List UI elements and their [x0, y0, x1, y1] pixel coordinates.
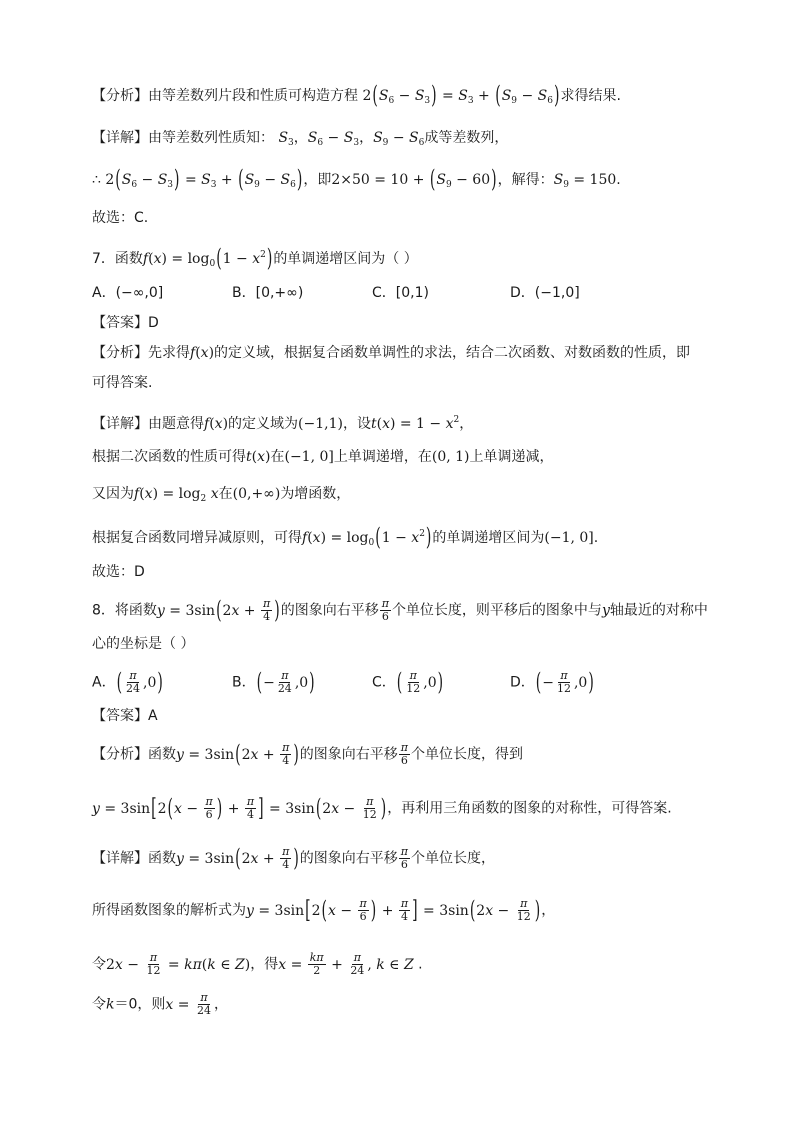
- q7-line3-a: 又因为: [92, 486, 134, 502]
- q7-analysis-b: 的定义域，根据复合函数单调性的求法，结合二次函数、对数函数的性质，即: [214, 345, 691, 361]
- q8-analysis-line2-text: ，再利用三角函数的图象的对称性，可得答案.: [387, 800, 672, 817]
- q7-detail-b: 的定义域为: [228, 416, 299, 432]
- q7-tx: $t(x) = 1 - x^2$: [370, 415, 460, 432]
- q6-step-eq: ∴ $2(S_6 - S_3) = S_3 + (S_9 - S_6)$: [92, 166, 303, 194]
- q8-stem-end: 轴最近的对称中: [609, 602, 708, 619]
- q7-answer: D: [148, 315, 159, 331]
- analysis-tag: 【分析】: [92, 88, 148, 104]
- q7-line4-b: 的单调递增区间为: [432, 530, 545, 546]
- q7-line2-a: 根据二次函数的性质可得: [92, 449, 246, 465]
- q7-detail-d: ，: [459, 416, 474, 432]
- q7-detail-a: 由题意得: [148, 416, 204, 432]
- q8-shifted-function-2: y = 3sin[2(x − $\frac{\pi}{6}$ ) + $\frac{\pi}{4}$ ] = 3sin(2x − $\frac{\pi}{12}$ ): [246, 896, 541, 925]
- q8-detail-line3-b: ，得: [250, 956, 279, 973]
- q8-detail-b: 的图象向右平移: [299, 850, 398, 867]
- q6-step-line: ∴ $2(S_6 - S_3) = S_3 + (S_9 - S_6)$，即$2\times 50 = 10 + (S_9 - 60)$，解得：$S_9 = 150$.: [92, 166, 621, 194]
- q7-line2-c: 上单调递增，在: [333, 449, 432, 465]
- q7-line3-c: 为增函数，: [280, 486, 351, 502]
- q8-final-x: x = $\frac{\pi}{24}$: [165, 991, 211, 1017]
- q7-tx-short: t(x): [246, 449, 271, 465]
- q6-step-mid: ，即: [303, 172, 332, 188]
- q8-shifted-function: y = 3sin[2(x − $\frac{\pi}{6}$ ) + $\frac{\pi}{4}$ ] = 3sin(2x − $\frac{\pi}{12}$ ): [92, 794, 387, 823]
- q7-line2: [92, 447, 554, 467]
- q8-analysis-b: 的图象向右平移: [299, 746, 398, 763]
- analysis-tag: 【分析】: [92, 746, 148, 763]
- q7-analysis-a: 先求得: [148, 345, 190, 361]
- q7-option-c: C．[0,1): [372, 285, 429, 301]
- q6-result: $S_9 = 150$: [553, 172, 617, 190]
- q8-detail-line3: 令2x − $\frac{\pi}{12}$ = kπ(k ∈ Z)，得x = $\frac{k\pi}{2}$ + $\frac{\pi}{24}$ , k ∈ Z .: [92, 951, 423, 977]
- q8-detail-line2-text: 所得函数图象的解析式为: [92, 902, 246, 919]
- q7-line4-a: 根据复合函数同增异减原则，可得: [92, 530, 302, 546]
- q7-line2-d: 上单调递减，: [469, 449, 554, 465]
- q8-stem: 8．将函数y = 3sin(2x + $\frac{\pi}{4}$ )的图象向右平移 $\frac{\pi}{6}$ 个单位长度，则平移后的图象中与y轴最近的对称中: [92, 596, 708, 625]
- q8-detail-c: 个单位长度，: [411, 850, 496, 867]
- q7-fx: f(x): [190, 345, 215, 361]
- q6-analysis-end: 求得结果.: [560, 88, 621, 104]
- q8-analysis-line: 【分析】函数y = 3sin(2x + $\frac{\pi}{4}$ )的图象向右平移 $\frac{\pi}{6}$ 个单位长度，得到: [92, 740, 524, 769]
- detail-tag: 【详解】: [92, 130, 148, 146]
- q7-analysis-c: 可得答案.: [92, 375, 153, 391]
- q8-detail-line2: 所得函数图象的解析式为y = 3sin[2(x − $\frac{\pi}{6}$ ) + $\frac{\pi}{4}$ ] = 3sin(2x − $\frac{\pi}{12}$ )，: [92, 896, 556, 925]
- q8-option-b: B．(− $\frac{\pi}{24}$ ,0): [232, 668, 315, 697]
- q8-detail-line: 【详解】函数y = 3sin(2x + $\frac{\pi}{4}$ )的图象向右平移 $\frac{\pi}{6}$ 个单位长度，: [92, 844, 496, 873]
- answer-tag: 【答案】: [92, 315, 148, 331]
- q6-equation: $2(S_6 - S_3) = S_3 + (S_9 - S_6)$: [362, 82, 560, 110]
- q8-detail-line4-b: ＝0，则: [114, 996, 166, 1013]
- q7-choose: 故选：D: [92, 564, 145, 580]
- q7-interval-3: (0,+∞): [232, 486, 281, 502]
- q6-choose: 故选：C.: [92, 210, 149, 226]
- detail-tag: 【详解】: [92, 416, 148, 432]
- q8-stem-line2: 心的坐标是（ ）: [92, 636, 195, 652]
- q8-analysis-a: 函数: [148, 746, 176, 763]
- q7-interval-1: (−1, 0]: [284, 449, 334, 465]
- q8-stem-suffix: 个单位长度，则平移后的图象中与: [391, 602, 602, 619]
- q7-fx: f(x): [204, 416, 229, 432]
- q7-domain: (−1,1): [298, 416, 343, 432]
- analysis-tag: 【分析】: [92, 345, 148, 361]
- q8-function: y = 3sin(2x + $\frac{\pi}{4}$ ): [176, 740, 299, 769]
- q6-terms: $S_3$，$S_6 - S_3$，$S_9 - S_6$: [278, 130, 425, 148]
- q7-line3-b: 在: [218, 486, 233, 502]
- q6-detail-text: 由等差数列性质知：: [148, 130, 274, 146]
- q8-center-eq: 2x − $\frac{\pi}{12}$ = kπ(k ∈ Z): [106, 951, 251, 977]
- q8-detail-a: 函数: [148, 850, 176, 867]
- q7-analysis-line: [92, 343, 690, 363]
- q6-analysis-line: [92, 82, 621, 111]
- q8-function: y = 3sin(2x + $\frac{\pi}{4}$ ): [156, 596, 280, 625]
- q7-stem: [92, 245, 418, 274]
- q7-line4: 根据复合函数同增异减原则，可得$f(x) = \log_0(1 - x^2)$的单调递增区间为(−1, 0].: [92, 524, 599, 552]
- q7-function-2: $f(x) = \log_0(1 - x^2)$: [302, 524, 432, 552]
- q7-answer-line: [92, 313, 159, 333]
- q7-line3: [92, 484, 350, 509]
- q7-option-d: D．(−1,0]: [510, 285, 580, 301]
- q8-detail-line3-a: 令: [92, 956, 106, 973]
- detail-tag: 【详解】: [92, 850, 148, 867]
- q6-step-num: $2\times 50 = 10 + (S_9 - 60)$: [331, 166, 497, 194]
- q8-option-c: C．( $\frac{\pi}{12}$ ,0): [372, 668, 444, 697]
- q7-detail-line: [92, 410, 473, 434]
- q6-detail-line: [92, 128, 508, 153]
- q8-detail-line4-a: 令: [92, 996, 106, 1013]
- q8-analysis-c: 个单位长度，得到: [411, 746, 524, 763]
- q8-center-solution: x = $\frac{k\pi}{2}$ + $\frac{\pi}{24}$ , k ∈ Z: [278, 951, 414, 977]
- q7-line2-b: 在: [270, 449, 285, 465]
- q7-stem-prefix: 7．函数: [92, 251, 143, 267]
- q8-function: y = 3sin(2x + $\frac{\pi}{4}$ ): [176, 844, 299, 873]
- q8-option-a: A．( $\frac{\pi}{24}$ ,0): [92, 668, 163, 697]
- answer-tag: 【答案】: [92, 708, 148, 724]
- q7-function: $f(x) = \log_0(1 - x^2)$: [142, 245, 273, 273]
- q8-analysis-line2: [92, 796, 672, 821]
- q6-step-solve: ，解得：: [497, 172, 554, 188]
- q7-interval-final: (−1, 0]: [544, 530, 594, 546]
- q8-option-d: D．(− $\frac{\pi}{12}$ ,0): [510, 668, 594, 697]
- q7-option-b: B．[0,+∞): [232, 285, 304, 301]
- q6-detail-end: 成等差数列，: [424, 130, 509, 146]
- q8-detail-line4: 令k＝0，则x = $\frac{\pi}{24}$ ，: [92, 991, 228, 1017]
- q7-stem-suffix: 的单调递增区间为（ ）: [273, 251, 418, 267]
- q7-detail-c: ，设: [342, 416, 371, 432]
- q6-analysis-text: 由等差数列片段和性质可构造方程: [148, 88, 358, 104]
- q8-shift: $\frac{\pi}{6}$: [381, 597, 389, 623]
- q8-answer-line: [92, 706, 158, 726]
- q7-option-a: A．(−∞,0]: [92, 285, 164, 301]
- q7-interval-2: (0, 1): [431, 449, 470, 465]
- q8-stem-mid: 的图象向右平移: [280, 602, 379, 619]
- q7-log-func: $f(x) = \log_2 x$: [134, 486, 219, 504]
- q8-answer: A: [148, 708, 158, 724]
- q8-stem-prefix: 8．将函数: [92, 602, 157, 619]
